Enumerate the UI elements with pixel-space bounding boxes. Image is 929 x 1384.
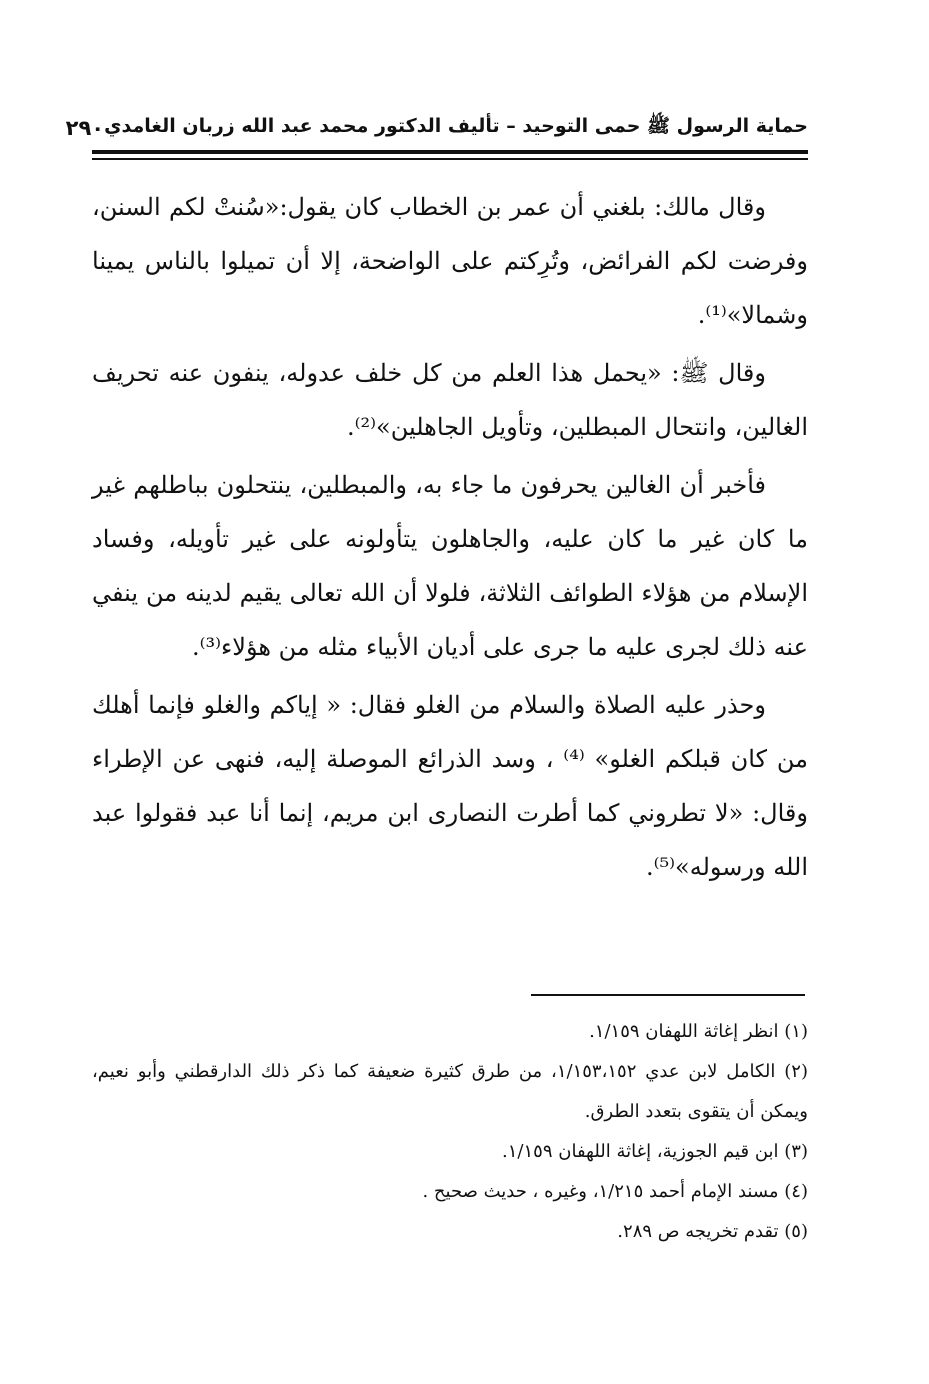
footnote [92, 1212, 808, 1252]
footnote-text: ابن قيم الجوزية، إغاثة اللهفان ١/١٥٩. [502, 1141, 779, 1162]
paragraph: وحذر عليه الصلاة والسلام من الغلو فقال: « إياكم والغلو فإنما أهلك من كان قبلكم الغلو» ⁽⁴⁾ ، وسد الذرائع الموصلة إليه، فنهى عن الإطراء وقال: «لا تطروني كما أطرت النصارى ابن مريم، إنما أنا عبد فقولوا عبد الله ورسوله»⁽⁵⁾. [92, 691, 808, 881]
footnote-text: تقدم تخريجه ص ٢٨٩. [617, 1221, 779, 1242]
page-header [65, 108, 808, 148]
footnote-separator [531, 994, 805, 996]
paragraph: وقال ﷺ: «يحمل هذا العلم من كل خلف عدوله، ينفون عنه تحريف الغالين، وانتحال المبطلين، وتأويل الجاهلين»⁽²⁾. [92, 359, 808, 441]
footnote-text: الكامل لابن عدي ١/١٥٣،١٥٢، من طرق كثيرة ضعيفة كما ذكر ذلك الدارقطني وأبو نعيم، ويمكن أن يتقوى بتعدد الطرق. [92, 1061, 808, 1122]
footnote-text: مسند الإمام أحمد ١/٢١٥، وغيره ، حديث صحيح . [422, 1181, 779, 1202]
footnote-number: (٥) [784, 1221, 808, 1242]
footnote-text: انظر إغاثة اللهفان ١/١٥٩. [589, 1021, 779, 1042]
running-title: حماية الرسول ﷺ حمى التوحيد – تأليف الدكتور محمد عبد الله زربان الغامدي [104, 115, 808, 137]
footnote [92, 1132, 808, 1172]
footnote-number: (٢) [784, 1061, 808, 1082]
header-rule-thin [92, 158, 808, 160]
footnote-number: (٣) [784, 1141, 808, 1162]
paragraph: وقال مالك: بلغني أن عمر بن الخطاب كان يقول:«سُنتْ لكم السنن، وفرضت لكم الفرائض، وتُرِكتم على الواضحة، إلا أن تميلوا بالناس يمينا وشمالا»⁽¹⁾. [92, 193, 808, 329]
header-rule-thick [92, 150, 808, 154]
main-text [92, 180, 808, 898]
footnote [92, 1172, 808, 1212]
footnote-number: (٤) [784, 1181, 808, 1202]
footnote [92, 1052, 808, 1132]
paragraph: فأخبر أن الغالين يحرفون ما جاء به، والمبطلين، ينتحلون بباطلهم غير ما كان غير ما كان عليه، والجاهلون يتأولونه على غير تأويله، وفساد الإسلام من هؤلاء الطوائف الثلاثة، فلولا أن الله تعالى يقيم لدينه من ينفي عنه ذلك لجرى عليه ما جرى على أديان الأبياء مثله من هؤلاء⁽³⁾. [92, 471, 808, 661]
page-number: ٢٩٠ [65, 116, 105, 140]
footnotes [92, 1012, 808, 1252]
footnote [92, 1012, 808, 1052]
footnote-number: (١) [784, 1021, 808, 1042]
